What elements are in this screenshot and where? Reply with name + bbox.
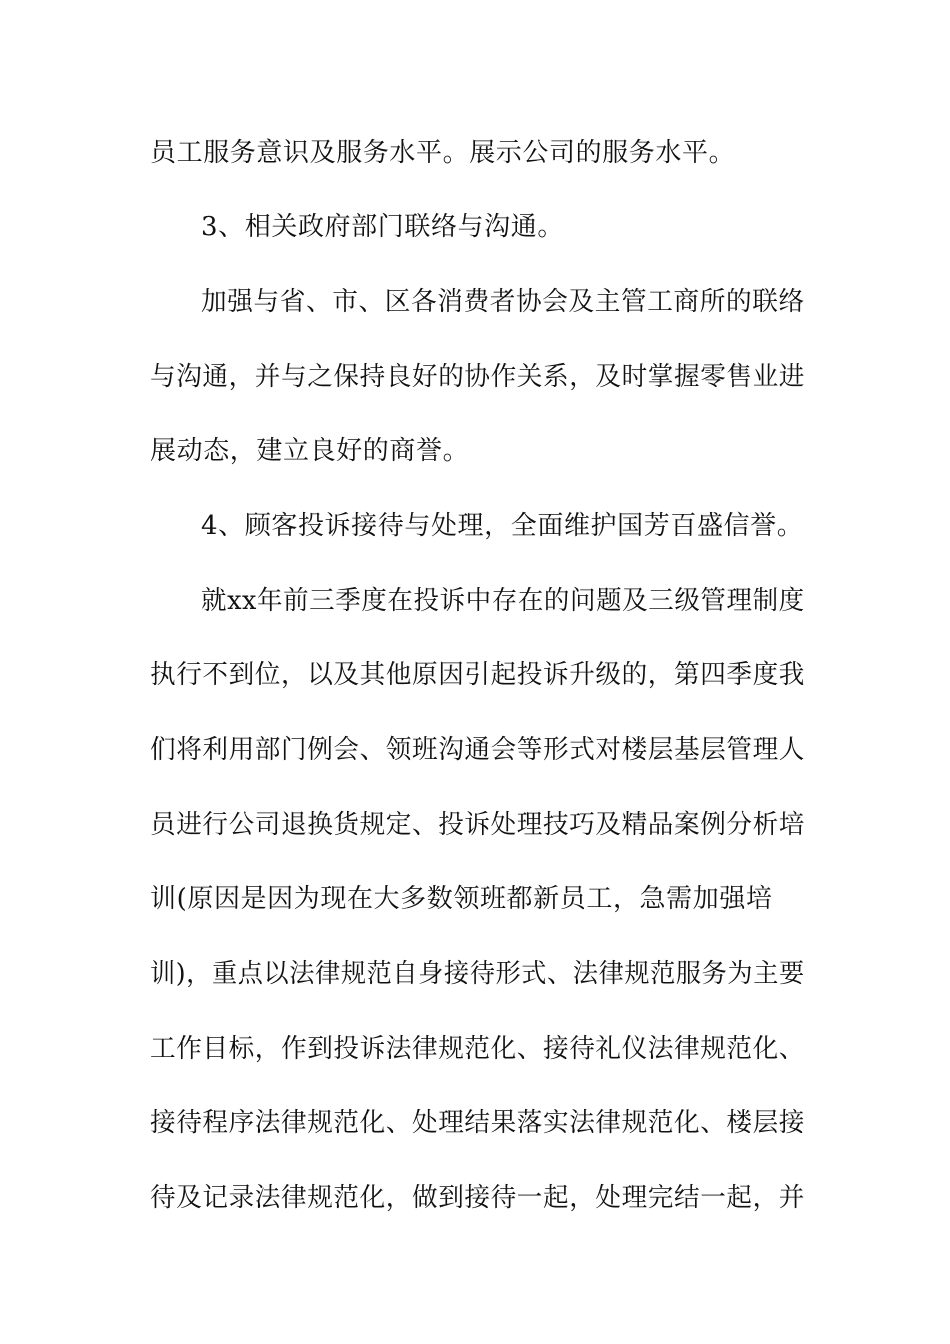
text-line: 工作目标，作到投诉法律规范化、接待礼仪法律规范化、	[150, 1034, 806, 1064]
text-line: 待及记录法律规范化，做到接待一起，处理完结一起，并	[150, 1183, 806, 1213]
text-line: 执行不到位，以及其他原因引起投诉升级的，第四季度我	[150, 660, 806, 690]
text-line: 们将利用部门例会、领班沟通会等形式对楼层基层管理人	[150, 735, 806, 765]
text-line: 训(原因是因为现在大多数领班都新员工，急需加强培	[150, 884, 773, 914]
text-line: 员工服务意识及服务水平。展示公司的服务水平。	[150, 138, 736, 168]
text-line: 与沟通，并与之保持良好的协作关系，及时掌握零售业进	[150, 362, 806, 392]
text-line: 就xx年前三季度在投诉中存在的问题及三级管理制度	[201, 586, 805, 616]
text-line: 训)，重点以法律规范自身接待形式、法律规范服务为主要	[150, 959, 805, 989]
section-heading-4: 4、顾客投诉接待与处理，全面维护国芳百盛信誉。	[201, 511, 804, 541]
text-line: 加强与省、市、区各消费者协会及主管工商所的联络	[201, 287, 805, 317]
text-line: 展动态，建立良好的商誉。	[150, 436, 470, 466]
text-line: 员进行公司退换货规定、投诉处理技巧及精品案例分析培	[150, 810, 806, 840]
text-line: 接待程序法律规范化、处理结果落实法律规范化、楼层接	[150, 1108, 806, 1138]
section-heading-3: 3、相关政府部门联络与沟通。	[201, 212, 564, 242]
